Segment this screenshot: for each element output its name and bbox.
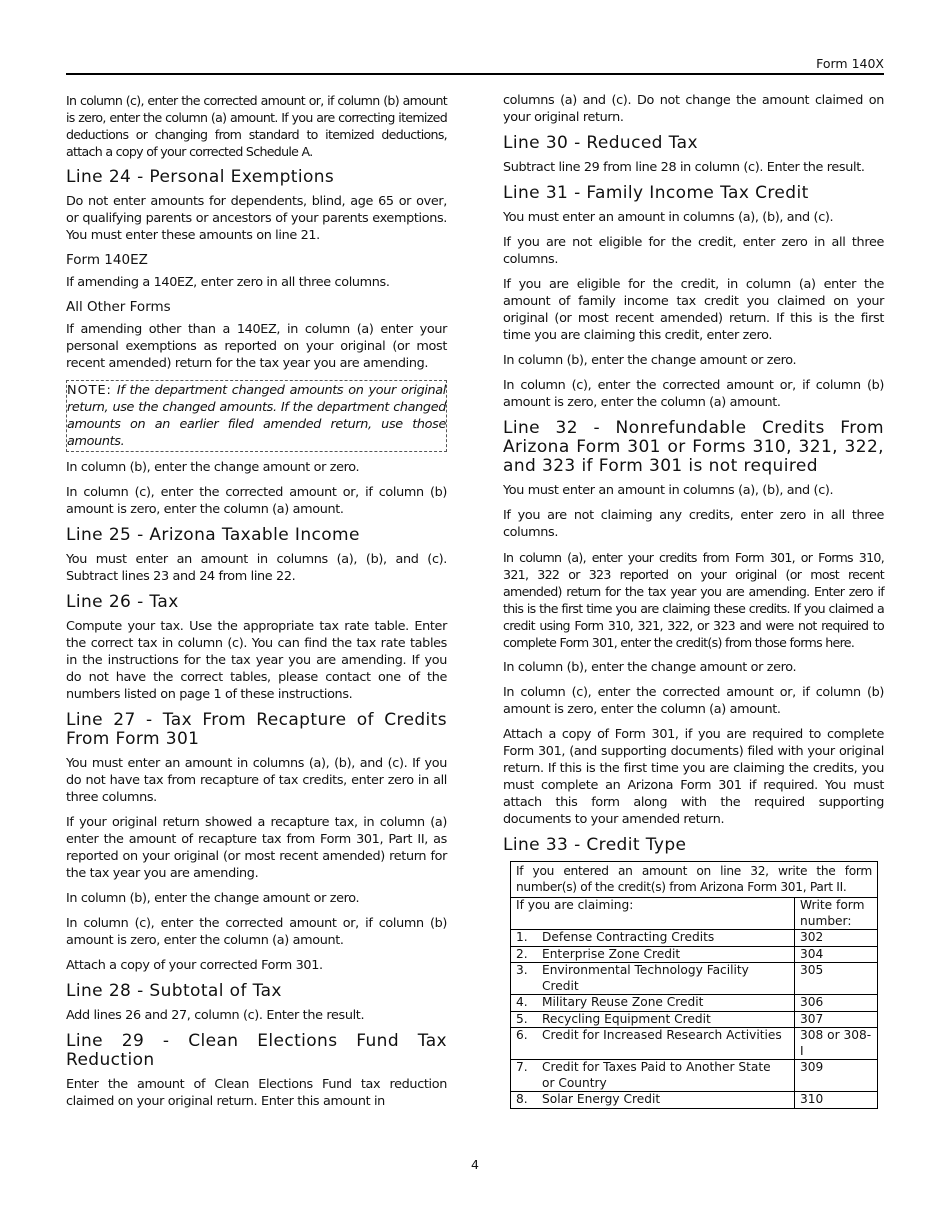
paragraph: Add lines 26 and 27, column (c). Enter the result. (66, 1008, 365, 1023)
paragraph: You must enter an amount in columns (a), (b), and (c). (503, 483, 834, 498)
paragraph: If you are not eligible for the credit, enter zero in all three columns. (503, 235, 884, 267)
heading-line-27: Line 27 - Tax From Recapture of Credits From Form 301 (66, 710, 447, 749)
heading-line-25: Line 25 - Arizona Taxable Income (66, 525, 360, 545)
paragraph: You must enter an amount in columns (a), (b), and (c). If you do not have tax from recapture of tax credits, enter zero in all three columns. (66, 756, 447, 805)
heading-line-33: Line 33 - Credit Type (503, 835, 687, 855)
paragraph: In column (c), enter the corrected amount or, if column (b) amount is zero, enter the column (a) amount. (503, 378, 884, 410)
row-label: Military Reuse Zone Credit (542, 995, 704, 1009)
row-number: 4. (516, 995, 528, 1009)
paragraph: In column (b), enter the change amount or zero. (66, 891, 360, 906)
table-row (511, 1092, 878, 1109)
subheading-all-other-forms: All Other Forms (66, 299, 171, 315)
table-intro: If you entered an amount on line 32, write the form number(s) of the credit(s) from Arizona Form 301, Part II. (511, 862, 878, 898)
heading-line-26: Line 26 - Tax (66, 592, 179, 612)
row-number: 3. (516, 963, 528, 977)
paragraph: You must enter an amount in columns (a), (b), and (c). (503, 210, 834, 225)
left-column (66, 92, 447, 1118)
note-text: If the department changed amounts on your original return, use the changed amounts. If the department changed amounts on an earlier filed amended return, use those amounts. (67, 383, 447, 449)
row-label: Defense Contracting Credits (542, 930, 715, 944)
header-rule (66, 73, 884, 75)
heading-line-32: Line 32 - Nonrefundable Credits From Arizona Form 301 or Forms 310, 321, 322, and 323 if Form 301 is not required (503, 418, 884, 476)
row-form-number: 305 (795, 963, 878, 995)
paragraph: If amending other than a 140EZ, in column (a) enter your personal exemptions as reported on your original (or most recent amended) return for the tax year you are amending. (66, 322, 447, 371)
paragraph: In column (c), enter the corrected amount or, if column (b) amount is zero, enter the column (a) amount. (503, 685, 884, 717)
paragraph: columns (a) and (c). Do not change the amount claimed on your original return. (503, 93, 884, 125)
table-row (511, 1060, 878, 1092)
paragraph: Subtract line 29 from line 28 in column (c). Enter the result. (503, 160, 865, 175)
note-label: NOTE: (67, 383, 112, 398)
row-number: 1. (516, 930, 528, 944)
paragraph: In column (b), enter the change amount or zero. (503, 660, 797, 675)
table-header-row (511, 898, 878, 930)
table-intro-row (511, 862, 878, 898)
paragraph: If you are eligible for the credit, in column (a) enter the amount of family income tax credit you claimed on your original (or most recent amended) return. If this is the first time you are claiming this credit, enter zero. (503, 277, 884, 343)
paragraph: In column (c), enter the corrected amount or, if column (b) amount is zero, enter the column (a) amount. (66, 916, 447, 948)
table-header-claiming: If you are claiming: (511, 898, 795, 930)
table-row (511, 1011, 878, 1028)
paragraph: Do not enter amounts for dependents, blind, age 65 or over, or qualifying parents or ancestors of your parents exemptions. You must enter these amounts on line 21. (66, 194, 447, 243)
table-row (511, 1028, 878, 1060)
row-number: 6. (516, 1028, 528, 1042)
paragraph: In column (c), enter the corrected amount or, if column (b) amount is zero, enter the column (a) amount. (66, 485, 447, 517)
row-form-number: 308 or 308-I (795, 1028, 878, 1060)
row-number: 8. (516, 1092, 528, 1106)
heading-line-29: Line 29 - Clean Elections Fund Tax Reduction (66, 1031, 447, 1070)
paragraph: If amending a 140EZ, enter zero in all three columns. (66, 275, 390, 290)
row-form-number: 309 (795, 1060, 878, 1092)
paragraph: In column (b), enter the change amount or zero. (66, 460, 360, 475)
paragraph: Attach a copy of Form 301, if you are required to complete Form 301, (and supporting documents) filed with your original return. If this is the first time you are claiming the credits, you must complete an Arizona Form 301 if required. You must attach this form along with the required supporting documents to your amended return. (503, 727, 884, 827)
row-label: Solar Energy Credit (542, 1092, 661, 1106)
table-row (511, 995, 878, 1012)
row-form-number: 302 (795, 930, 878, 947)
paragraph: Attach a copy of your corrected Form 301. (66, 958, 323, 973)
paragraph: Compute your tax. Use the appropriate tax rate table. Enter the correct tax in column (c). You can find the tax rate tables in the instructions for the tax year you are amending. If you do not have the correct tables, please contact one of the numbers listed on page 1 of these instructions. (66, 619, 447, 702)
right-column (503, 92, 884, 1109)
page-number: 4 (471, 1157, 479, 1172)
row-label: Enterprise Zone Credit (542, 946, 681, 961)
paragraph: You must enter an amount in columns (a), (b), and (c). Subtract lines 23 and 24 from line 22. (66, 552, 447, 584)
heading-line-24: Line 24 - Personal Exemptions (66, 167, 335, 187)
heading-line-31: Line 31 - Family Income Tax Credit (503, 183, 809, 203)
row-form-number: 306 (795, 995, 878, 1012)
table-row (511, 930, 878, 947)
paragraph: Enter the amount of Clean Elections Fund tax reduction claimed on your original return. Enter this amount in (66, 1077, 447, 1109)
table-header-form-number: Write form number: (795, 898, 878, 930)
heading-line-28: Line 28 - Subtotal of Tax (66, 981, 282, 1001)
paragraph: In column (b), enter the change amount or zero. (503, 353, 797, 368)
row-form-number: 304 (795, 946, 878, 963)
row-form-number: 307 (795, 1011, 878, 1028)
paragraph: In column (c), enter the corrected amount or, if column (b) amount is zero, enter the column (a) amount. If you are correcting itemized deductions or changing from standard to itemized deductions, attach a copy of your corrected Schedule A. (66, 93, 447, 159)
heading-line-30: Line 30 - Reduced Tax (503, 133, 698, 153)
row-number: 2. (516, 946, 528, 961)
table-row (511, 963, 878, 995)
row-label: Environmental Technology Facility Credit (542, 963, 749, 993)
paragraph: In column (a), enter your credits from Form 301, or Forms 310, 321, 322 or 323 reported on your original (or most recent amended) return for the tax year you are amending. Enter zero if this is the first time you are claiming these credits. If you claimed a credit using Form 310, 321, 322, or 323 and were not required to complete Form 301, enter the credit(s) from those forms here. (503, 550, 884, 650)
paragraph: If you are not claiming any credits, enter zero in all three columns. (503, 508, 884, 540)
credit-type-table (510, 861, 878, 1109)
row-label: Credit for Taxes Paid to Another State or Country (542, 1060, 771, 1090)
subheading-form-140ez: Form 140EZ (66, 252, 148, 268)
note-box (66, 380, 447, 452)
paragraph: If your original return showed a recapture tax, in column (a) enter the amount of recapture tax from Form 301, Part II, as reported on your original (or most recent amended) return for the tax year you are amending. (66, 815, 447, 881)
table-row (511, 946, 878, 963)
row-number: 7. (516, 1060, 528, 1074)
row-label: Recycling Equipment Credit (542, 1011, 711, 1026)
form-header: Form 140X (816, 56, 884, 71)
row-number: 5. (516, 1011, 528, 1026)
row-form-number: 310 (795, 1092, 878, 1109)
row-label: Credit for Increased Research Activities (542, 1028, 782, 1042)
